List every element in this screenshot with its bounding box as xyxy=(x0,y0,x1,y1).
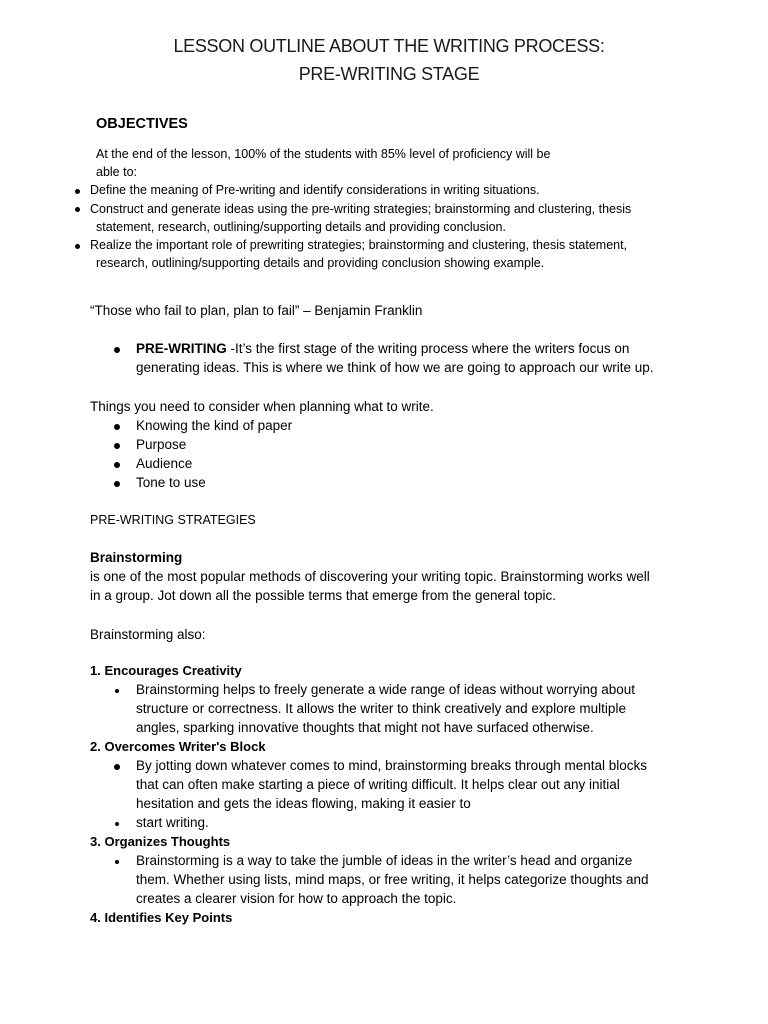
benefit-heading: 3. Organizes Thoughts xyxy=(90,834,231,849)
document-title xyxy=(10,32,768,88)
benefit-text: Brainstorming is a way to take the jumble of ideas in the writer’s head and organize xyxy=(136,853,633,868)
prewriting-definition xyxy=(0,340,768,377)
benefit-text-continued: creates a clearer vision for how to approach the topic. xyxy=(136,891,457,906)
brainstorming-section xyxy=(0,548,768,605)
brainstorming-also-text: Brainstorming also: xyxy=(90,627,206,642)
list-item xyxy=(0,435,768,454)
list-item xyxy=(0,473,768,492)
objectives-intro-line: At the end of the lesson, 100% of the students with 85% level of proficiency will be xyxy=(96,147,551,161)
benefit-bullet xyxy=(0,756,768,775)
objective-text: Realize the important role of prewriting strategies; brainstorming and clustering, thesis statement, xyxy=(90,238,628,253)
brainstorming-also-section xyxy=(0,625,768,644)
brainstorming-heading: Brainstorming xyxy=(90,550,183,565)
list-item xyxy=(0,416,768,435)
benefit-text: Brainstorming helps to freely generate a wide range of ideas without worrying about xyxy=(136,682,636,697)
strategies-heading: PRE-WRITING STRATEGIES xyxy=(90,513,256,527)
benefit-text-continued: them. Whether using lists, mind maps, or free writing, it helps categorize thoughts and xyxy=(136,872,649,887)
bullet-icon xyxy=(114,347,120,353)
bullet-icon xyxy=(114,443,120,449)
benefit-heading: 2. Overcomes Writer's Block xyxy=(90,739,266,754)
benefit-text-continued: that can often make starting a piece of writing difficult. It helps clear out any initial xyxy=(136,777,620,792)
list-item-text: Tone to use xyxy=(136,475,206,490)
quote-text: “Those who fail to plan, plan to fail” – Benjamin Franklin xyxy=(90,303,423,318)
bullet-icon xyxy=(115,860,119,864)
benefit-bullet xyxy=(0,813,768,832)
brainstorming-definition-line: in a group. Jot down all the possible terms that emerge from the general topic. xyxy=(90,588,557,603)
objective-item xyxy=(0,236,768,254)
list-item-text: Audience xyxy=(136,456,193,471)
objective-text-continued: statement, research, outlining/supporting details and providing conclusion. xyxy=(96,219,506,234)
considerations-section xyxy=(0,397,768,492)
title-line-1: LESSON OUTLINE ABOUT THE WRITING PROCESS: xyxy=(173,36,605,56)
benefit-text-continued: angles, sparking innovative thoughts that might not have surfaced otherwise. xyxy=(136,720,594,735)
brainstorming-benefits xyxy=(0,661,768,927)
list-item-text: Purpose xyxy=(136,437,187,452)
objective-item xyxy=(0,181,768,199)
strategies-section xyxy=(0,511,768,530)
benefit-bullet xyxy=(0,680,768,699)
benefit-bullet xyxy=(0,851,768,870)
objective-text: Define the meaning of Pre-writing and identify considerations in writing situations. xyxy=(90,183,540,198)
prewriting-definition-text: -It’s the first stage of the writing process where the writers focus on xyxy=(230,341,630,356)
benefit-text: start writing. xyxy=(136,815,209,830)
benefit-heading: 1. Encourages Creativity xyxy=(90,663,242,678)
considerations-intro: Things you need to consider when planning what to write. xyxy=(90,399,434,414)
objectives-heading: OBJECTIVES xyxy=(96,116,188,132)
bullet-icon xyxy=(114,424,120,430)
bullet-icon xyxy=(75,189,80,194)
objectives-intro-line: able to: xyxy=(96,165,138,180)
benefit-text-continued: hesitation and gets the ideas flowing, making it easier to xyxy=(136,796,471,811)
objective-text-continued: research, outlining/supporting details and providing conclusion showing example. xyxy=(96,256,545,271)
prewriting-definition-continued: generating ideas. This is where we think of how we are going to approach our write up. xyxy=(136,359,654,375)
prewriting-term: PRE-WRITING xyxy=(136,341,227,356)
bullet-icon xyxy=(115,822,119,826)
prewriting-item xyxy=(0,340,768,359)
objective-text: Construct and generate ideas using the pre-writing strategies; brainstorming and clustering, thesis xyxy=(90,201,632,216)
bullet-icon xyxy=(114,462,120,468)
list-item xyxy=(0,454,768,473)
list-item-text: Knowing the kind of paper xyxy=(136,418,293,433)
benefit-heading: 4. Identifies Key Points xyxy=(90,910,233,925)
brainstorming-definition-line: is one of the most popular methods of discovering your writing topic. Brainstorming works well xyxy=(90,569,650,584)
bullet-icon xyxy=(75,207,80,212)
title-line-2: PRE-WRITING STAGE xyxy=(298,64,480,84)
quote-section xyxy=(0,301,768,320)
bullet-icon xyxy=(115,689,119,693)
objectives-section xyxy=(0,145,768,272)
benefit-text: By jotting down whatever comes to mind, brainstorming breaks through mental blocks xyxy=(136,758,647,773)
benefit-text-continued: structure or correctness. It allows the writer to think creatively and explore multiple xyxy=(136,701,626,716)
bullet-icon xyxy=(75,244,80,249)
bullet-icon xyxy=(114,481,120,487)
bullet-icon xyxy=(114,764,120,770)
objective-item xyxy=(0,200,768,218)
